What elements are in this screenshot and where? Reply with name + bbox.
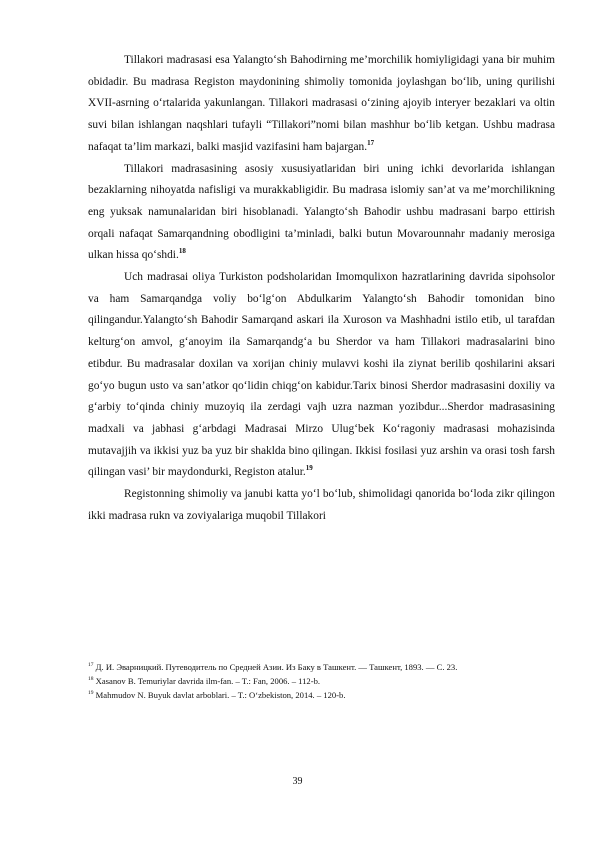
footnote-ref-17[interactable]: 17 [367,139,375,148]
footnote-19 [88,690,555,701]
paragraph-tillakori-intro: Tillakori madrasasi esa Yalangto‘sh Bahodirning me’morchilik homiyligidagi yana bir muhim obidadir. Bu madrasa Registon maydonining shimoliy tomonida joylashgan bo‘lib, uning qurilishi XVII-asrning o‘rtalarida yakunlangan. Tillakori madrasasi o‘zining ajoyib interyer bezaklari va oltin suvi bilan ishlangan naqshlari tufayli “Tillakori”nomi bilan mashhur bo‘lib ketgan. Ushbu madrasa nafaqat ta’lim markazi, balki masjid vazifasini ham bajargan.$^{17}$ [88,54,555,153]
footnote-18 [88,676,555,687]
footnote-number: 17 [88,662,94,669]
footnote-text: Xasanov B. Temuriylar davrida ilm-fan. – T.: Fan, 2006. – 112-b. [95,676,321,686]
footnote-text: Mahmudov N. Buyuk davlat arboblari. – T.: O‘zbekiston, 2014. – 120-b. [95,690,346,700]
footnotes-section [88,662,555,704]
footnote-number: 18 [88,676,94,683]
paragraph-tillakori-features: Tillakori madrasasining asosiy xususiyatlaridan biri uning ichki devorlarida ishlangan bezaklarning nihoyatda nafisligi va murakkabligidir. Bu madrasa islomiy san’at va me’morchilikning eng yuksak namunalaridan biri hisoblanadi. Yalangto‘sh Bahodir ushbu madrasani barpo ettirish orqali nafaqat Samarqandning obodligini ta’minladi, balki butun Movarounnahr madaniy merosiga ulkan hissa qo‘shdi.$^{18}$ [88,162,555,262]
paragraph-registon-layout: Registonning shimoliy va janubi katta yo‘l bo‘lub, shimolidagi qanorida bo‘loda zikr qilingon ikki madrasa rukn va zoviyalariga muqobil Tillakori [88,488,555,522]
page-number: 39 [292,776,303,787]
footnote-ref-19[interactable]: 19 [305,464,313,473]
footnote-text: Д. И. Эварницкий. Путеводитель по Средней Азии. Из Баку в Ташкент. — Ташкент, 1893. — С. 23. [95,662,458,672]
paragraph-historical-quote: Uch madrasai oliya Turkiston podsholaridan Imomqulixon hazratlarining davrida sipohsolor va ham Samarqandga voliy bo‘lg‘on Abdulkarim Yalangto‘sh Bahodir tomonidan bino qilingandur.Yalangto‘sh Bahodir Samarqand askari ila Xuroson va Mashhadni istilo etib, ul tarafdan kelturg‘on amvol, g‘anoyim ila Samarqandg‘a bu Sherdor va ham Tillakori madrasalarini bino etibdur. Bu madrasalar doxilan va xorijan chiniy mulavvi koshi ila ziynat berilib qoshilarini aksari go‘yo bugun usto va san’atkor qo‘lidin chiqg‘on kabidur.Tarix binosi Sherdor madrasasini doxiliy va g‘arbiy to‘qinda chiniy muzoyiq ila zerdagi vajh uzra nazman yozibdur...Sherdor madrasasining madxali va jabhasi g‘arbdagi Madrasai Mirzo Ulug‘bek Ko‘ragoniy madrasasi mohazisinda mutavajjih va ikkisi yuz ba yuz bir shaklda bino qilingan. Ikkisi fosilasi yuz arshin va orasi tosh farsh qilingan vasi’ bir maydondurki, Registon atalur.$^{19}$ [88,271,555,479]
footnote-17 [88,662,555,673]
footnote-ref-18[interactable]: 18 [178,247,186,256]
footnote-number: 19 [88,690,94,697]
page-body [88,50,555,527]
